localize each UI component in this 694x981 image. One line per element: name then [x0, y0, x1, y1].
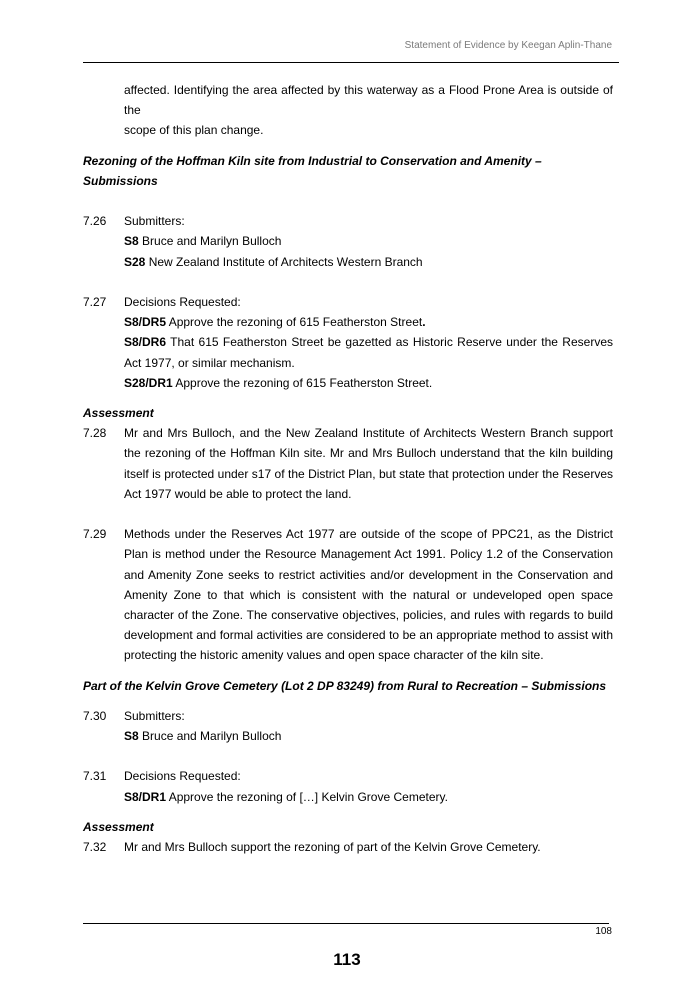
paragraph-7-28 — [83, 423, 613, 504]
header-divider — [83, 62, 619, 63]
document-body — [83, 80, 613, 857]
section-heading-hoffman-kiln: Rezoning of the Hoffman Kiln site from Industrial to Conservation and Amenity – Submissions — [83, 153, 542, 188]
paragraph-7-32 — [83, 837, 613, 857]
paragraph-text: Mr and Mrs Bulloch support the rezoning of part of the Kelvin Grove Cemetery. — [124, 840, 541, 855]
decision-s8-dr5: S8/DR5 Approve the rezoning of 615 Featherston Street. — [124, 315, 426, 330]
paragraph-number: 7.29 — [83, 527, 107, 542]
submitter-s8: S8 Bruce and Marilyn Bulloch — [124, 729, 282, 744]
paragraph-number: 7.28 — [83, 426, 107, 441]
decisions-label: Decisions Requested: — [124, 295, 241, 309]
paragraph-number: 7.31 — [83, 769, 107, 784]
paragraph-text: Methods under the Reserves Act 1977 are outside of the scope of PPC21, as the District Plan is method under the Resource Management Act 1991. Policy 1.2 of the Conservation and Amenity Zone seeks to restrict activities and/or development in the Conservation and Amenity Zone to that which is consistent with the natural or undeveloped open space character of the Zone. The conservative objectives, policies, and rules with regards to build development and formal activities are considered to be an appropriate method to assist with protecting the historic amenity values and open space character of the kiln site. — [124, 527, 613, 663]
paragraph-number: 7.32 — [83, 840, 107, 855]
paragraph-text: Mr and Mrs Bulloch, and the New Zealand Institute of Architects Western Branch support the rezoning of the Hoffman Kiln site. Mr and Mrs Bulloch understand that the kiln building itself is protected under s17 of the District Plan, but state that protection under the Reserves Act 1977 would be able to protect the land. — [124, 426, 613, 501]
paragraph-7-26 — [83, 211, 613, 272]
paragraph-number: 7.30 — [83, 708, 107, 723]
paragraph-number: 7.26 — [83, 214, 107, 229]
assessment-heading: Assessment — [83, 406, 154, 421]
submitters-label: Submitters: — [124, 214, 185, 229]
footer-divider — [83, 923, 609, 924]
decisions-label: Decisions Requested: — [124, 769, 241, 784]
decision-s8-dr6: S8/DR6 That 615 Featherston Street be gazetted as Historic Reserve under the Reserves Act 1977, or similar mechanism. — [124, 335, 613, 370]
decision-s28-dr1: S28/DR1 Approve the rezoning of 615 Featherston Street. — [124, 375, 433, 390]
continued-line-2: scope of this plan change. — [124, 123, 264, 138]
submitters-label: Submitters: — [124, 708, 185, 723]
paragraph-7-27 — [83, 292, 613, 393]
bundle-page-number: 113 — [333, 950, 361, 969]
decision-s8-dr1: S8/DR1 Approve the rezoning of […] Kelvin Grove Cemetery. — [124, 789, 448, 804]
section-heading-kelvin-grove: Part of the Kelvin Grove Cemetery (Lot 2 DP 83249) from Rural to Recreation – Submissions — [83, 678, 607, 693]
paragraph-7-29 — [83, 524, 613, 665]
assessment-heading: Assessment — [83, 819, 154, 834]
continued-paragraph — [83, 80, 613, 141]
submitter-s8: S8 Bruce and Marilyn Bulloch — [124, 234, 282, 249]
paragraph-7-30 — [83, 706, 613, 746]
paragraph-number: 7.27 — [83, 295, 107, 309]
running-header: Statement of Evidence by Keegan Aplin-Thane — [404, 40, 612, 51]
submitter-s28: S28 New Zealand Institute of Architects Western Branch — [124, 254, 423, 269]
page-number: 108 — [595, 926, 612, 937]
continued-line-1: affected. Identifying the area affected by this waterway as a Flood Prone Area is outside of the — [124, 83, 613, 118]
paragraph-7-31 — [83, 766, 613, 806]
